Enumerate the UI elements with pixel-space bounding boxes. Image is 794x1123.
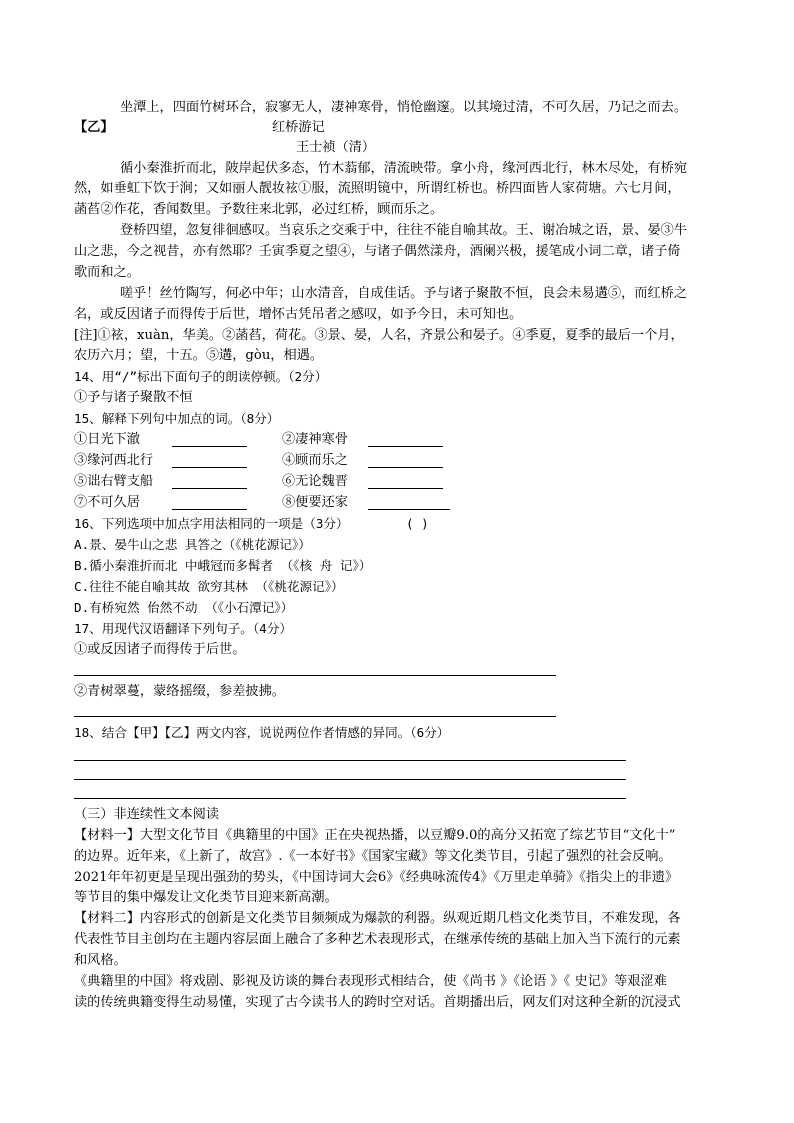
question-15-item: ③缘河西北行 — [74, 453, 154, 468]
question-16-option-a: A.景、晏牛山之悲 具答之（《桃花源记》） — [74, 537, 311, 552]
passage-yi-label: 【乙】 — [74, 120, 114, 135]
question-15-item: ⑥无论魏晋 — [282, 474, 348, 489]
question-16-option-d: D.有桥宛然 佁然不动 （《小石潭记》） — [74, 600, 294, 615]
question-15-item: ⑤诎右臂支船 — [74, 474, 154, 489]
answer-blank[interactable] — [172, 488, 247, 489]
material-line: 《典籍里的中国》将戏剧、影视及访谈的舞台表现形式相结合，使《尚书 》《论语 》《 史记》等艰涩难 — [74, 974, 667, 989]
question-15: 15、解释下列句中加点的词。（8分） — [74, 411, 280, 426]
passage-line: 山之悲，今之视昔，亦有然耶？壬寅季夏之望④，与诸子偶然漾舟，酒阑兴极，援笔成小词二章，诸子倚 — [74, 244, 681, 259]
passage-yi-title: 红桥游记 — [272, 120, 325, 135]
question-16-answer-paren[interactable]: ( ) — [406, 516, 429, 531]
passage-line: 嗟乎！丝竹陶写，何必中年；山水清音，自成佳话。予与诸子聚散不恒，良会未易遘⑤，而红桥之 — [120, 286, 688, 301]
annotation-line: 农历六月；望，十五。⑤遘，gòu，相遇。 — [74, 348, 324, 363]
question-14-item: ①予与诸子聚散不恒 — [74, 390, 193, 405]
question-17-item: ②青树翠蔓，蒙络摇缀，参差披拂。 — [74, 684, 285, 699]
passage-yi-author: 王士祯（清） — [296, 140, 376, 155]
material-line: 代表性节目主创均在主题内容层面上融合了多种艺术表现形式，在继承传统的基础上加入当下流行的元素 — [74, 932, 681, 947]
question-15-item: ⑦不可久居 — [74, 495, 140, 510]
material-line: 【材料二】内容形式的创新是文化类节目频频成为爆款的利器。纵观近期几档文化类节目，不难发现，各 — [74, 911, 681, 926]
material-line: 等节目的集中爆发让文化类节目迎来新高潮。 — [74, 890, 338, 905]
question-14: 14、用“/”标出下面句子的朗读停顿。（2分） — [74, 369, 328, 384]
answer-line[interactable] — [74, 675, 556, 676]
question-17-item: ①或反因诸子而得传于后世。 — [74, 642, 246, 657]
question-15-item: ②凄神寒骨 — [282, 432, 348, 447]
answer-blank[interactable] — [368, 488, 443, 489]
answer-line[interactable] — [74, 760, 626, 761]
annotation-line: [注]①袨，xuàn，华美。②菡萏，荷花。③景、晏，人名，齐景公和晏子。④季夏，夏季的最后一个月， — [74, 328, 684, 343]
answer-blank[interactable] — [368, 509, 450, 510]
passage-line: 然，如垂虹下饮于涧；又如丽人靓妆袨①服，流照明镜中，所谓红桥也。桥四面皆人家荷塘。六七月间， — [74, 181, 681, 196]
answer-line[interactable] — [74, 798, 626, 799]
passage-line: 登桥四望，忽复徘徊感叹。当哀乐之交乘于中，往往不能自喻其故。王、谢冶城之语，景、晏③牛 — [120, 223, 688, 238]
question-18: 18、结合【甲】【乙】两文内容，说说两位作者情感的异同。（6分） — [74, 725, 450, 740]
passage-line: 循小秦淮折而北，陂岸起伏多态，竹木蓊郁，清流映带。拿小舟，缘河西北行，林木尽处，有桥宛 — [120, 161, 688, 176]
passage-jia-last-line: 坐潭上，四面竹树环合，寂寥无人，凄神寒骨，悄怆幽邃。以其境过清，不可久居，乃记之而去。 — [120, 100, 688, 115]
answer-blank[interactable] — [368, 446, 443, 447]
answer-blank[interactable] — [172, 467, 247, 468]
passage-line: 名，或反因诸子而得传于后世，增怀古凭吊者之感叹，如予今日，未可知也。 — [74, 307, 523, 322]
answer-line[interactable] — [74, 779, 626, 780]
section-heading: （三）非连续性文本阅读 — [74, 807, 220, 822]
passage-line: 菡萏②作花，香闻数里。予数往来北郭，必过红桥，顾而乐之。 — [74, 202, 444, 217]
material-line: 的边界。近年来，《上新了，故宫》.《一本好书》《国家宝藏》等文化类节目，引起了强烈的社会反响。 — [74, 849, 672, 864]
material-line: 读的传统典籍变得生动易懂，实现了古今读书人的跨时空对话。首期播出后，网友们对这种全新的沉浸式 — [74, 995, 681, 1010]
answer-blank[interactable] — [172, 509, 247, 510]
question-16-option-b: B.循小秦淮折而北 中峨冠而多髯者 （《核 舟 记》） — [74, 558, 372, 573]
answer-blank[interactable] — [368, 467, 443, 468]
answer-line[interactable] — [74, 716, 556, 717]
passage-line: 歌而和之。 — [74, 265, 140, 280]
answer-blank[interactable] — [172, 446, 247, 447]
question-17: 17、用现代汉语翻译下列句子。（4分） — [74, 621, 292, 636]
question-15-item: ①日光下澈 — [74, 432, 140, 447]
material-line: 【材料一】大型文化节目《典籍里的中国》正在央视热播，以豆瓣9.0的高分又拓宽了综艺节目“文化十” — [74, 828, 676, 843]
question-16: 16、下列选项中加点字用法相同的一项是（3分） — [74, 516, 349, 531]
material-line: 和风格。 — [74, 953, 127, 968]
question-16-option-c: C.往往不能自喻其故 欲穷其林 （《桃花源记》） — [74, 579, 344, 594]
material-line: 2021年年初更是呈现出强劲的势头，《中国诗词大会6》《经典咏流传4》《万里走单骑》《指尖上的非遗》 — [74, 870, 679, 885]
question-15-item: ⑧便要还家 — [282, 495, 348, 510]
question-15-item: ④顾而乐之 — [282, 453, 348, 468]
